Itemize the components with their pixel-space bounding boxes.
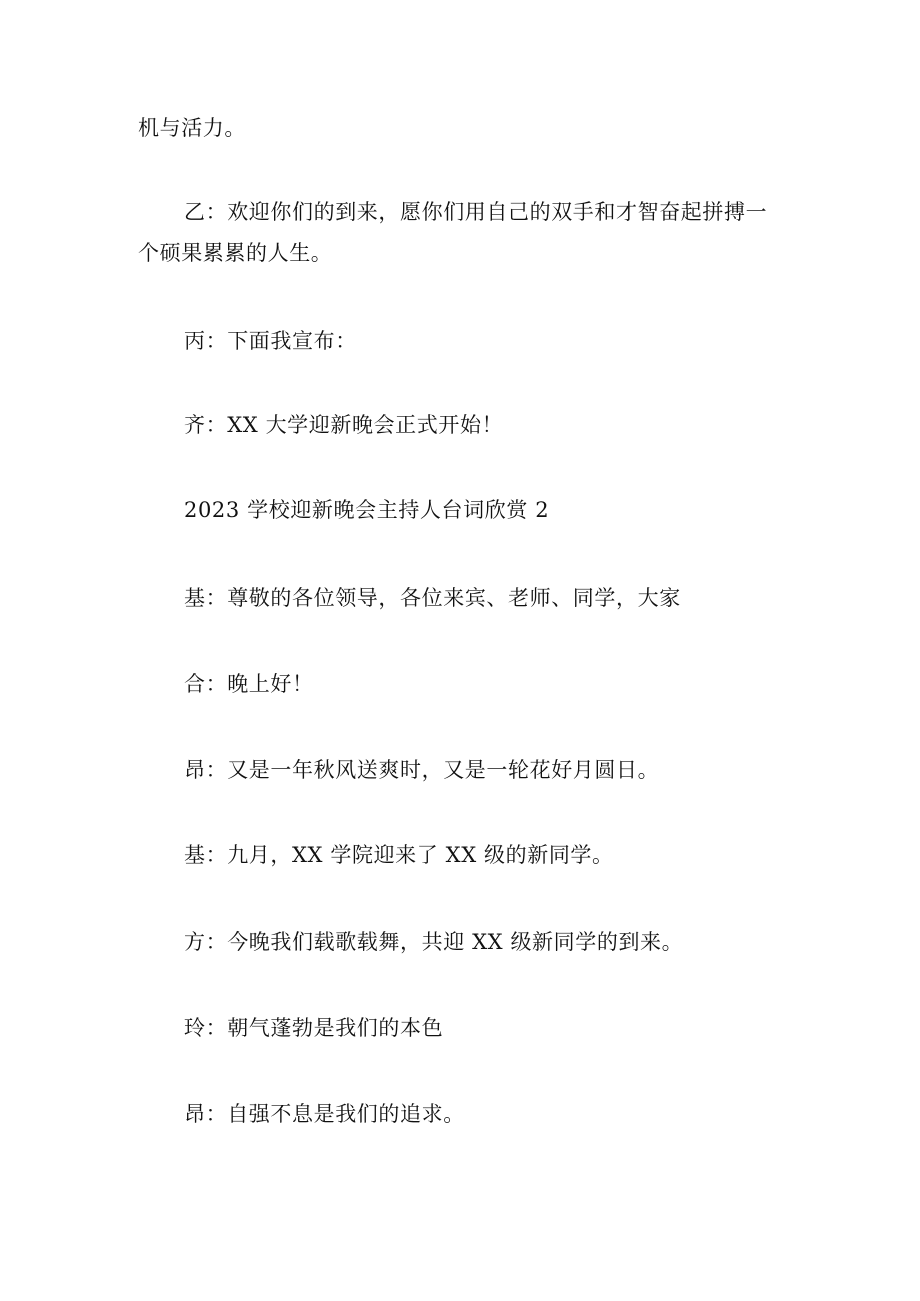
paragraph-line: 乙：欢迎你们的到来，愿你们用自己的双手和才智奋起拼搏一 bbox=[184, 200, 768, 224]
paragraph-line: 基：九月，XX 学院迎来了 XX 级的新同学。 bbox=[184, 843, 614, 867]
paragraph-line: 齐：XX 大学迎新晚会正式开始！ bbox=[184, 413, 504, 437]
paragraph-line: 基：尊敬的各位领导，各位来宾、老师、同学，大家 bbox=[184, 586, 681, 610]
paragraph-line: 昂：又是一年秋风送爽时，又是一轮花好月圆日。 bbox=[184, 758, 660, 782]
paragraph-line: 合：晚上好！ bbox=[184, 672, 314, 696]
paragraph-line: 玲：朝气蓬勃是我们的本色 bbox=[184, 1016, 444, 1040]
paragraph-line: 丙：下面我宣布： bbox=[184, 329, 357, 353]
paragraph-line: 机与活力。 bbox=[138, 116, 246, 140]
paragraph-line: 个硕果累累的人生。 bbox=[138, 241, 333, 265]
paragraph-line: 方：今晚我们载歌载舞，共迎 XX 级新同学的到来。 bbox=[184, 930, 684, 954]
paragraph-line: 昂：自强不息是我们的追求。 bbox=[184, 1102, 465, 1126]
section-heading: 2023 学校迎新晚会主持人台词欣赏 2 bbox=[184, 498, 550, 522]
